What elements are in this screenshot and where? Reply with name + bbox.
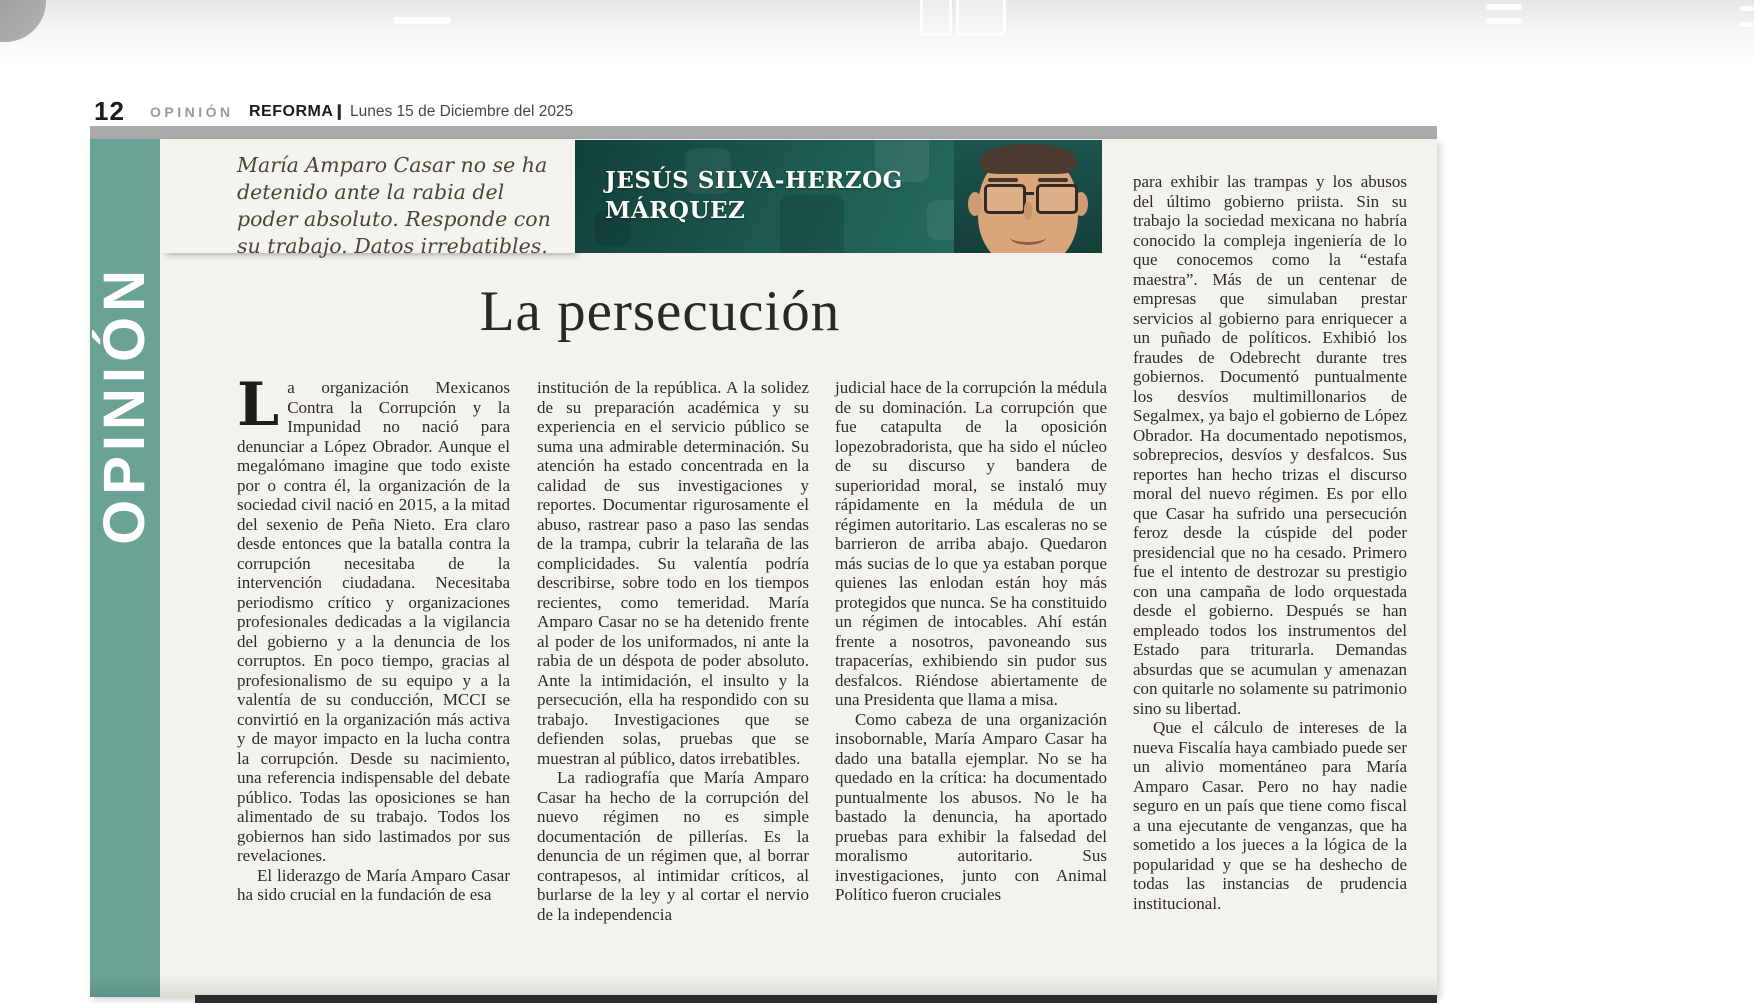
author-nose: [1024, 202, 1032, 220]
viewer-highlight-bar: [393, 17, 451, 24]
opinion-sidebar: [90, 139, 160, 997]
article-paragraph: institución de la república. A la solidez de su preparación académica y su experiencia en el servicio público se suma una admirable determinación. Su atención ha estado concentrada en la calidad de sus investigaciones y reportes. Documentar rigurosamente el abuso, rastrear paso a paso las sendas de la trampa, cubrir la telaraña de las complicidades. Su valentía podría describirse, sobre todo en los tiempos recientes, como temeridad. María Amparo Casar no se ha detenido frente al poder de los uniformados, ni ante la rabia de un déspota de poder absoluto. Ante la intimidación, el insulto y la persecución, ella ha respondido con su trabajo. Investigaciones que se defienden solas, pruebas que se muestran al público, datos irrebatibles.: [537, 378, 809, 768]
article-paragraph: judicial hace de la corrupción la médula de su dominación. La corrupción que fue catapulta de la oposición lopezobradorista, que ha sido el núcleo de su discurso y bandera de superioridad moral, se instaló muy rápidamente en la médula de un régimen autoritario. Las escaleras no se barrieron de arriba abajo. Quedaron más sucias de lo que ya estaban porque quienes las enlodan están hoy más protegidos que nunca. Se ha constituido un régimen de intocables. Ahí están frente a nosotros, pavoneando sus trapacerías, exhibiendo sin pudor sus desfalcos. Riéndose abiertamente de una Presidenta que llama a misa.: [835, 378, 1107, 709]
author-eyebrow: [1038, 178, 1068, 182]
article-paragraph: Como cabeza de una organización insobornable, María Amparo Casar ha dado una batalla ejemplar. No se ha quedado en la crítica: ha documentado puntualmente los abusos. No le ha bastado la denuncia, ha aportado pruebas para exhibir la falsedad del moralismo autoritario. Sus investigaciones, junto con Animal Político fueron cruciales: [835, 709, 1107, 904]
article-paragraph: La radiografía que María Amparo Casar ha hecho de la corrupción del nuevo régimen no es simple documentación de pillerías. Es la denuncia de un régimen que, al borrar contrapesos, al intimidar críticos, al burlarse de la ley y al cortar el nervio de la independencia: [537, 768, 809, 924]
author-name-line1: JESÚS SILVA-HERZOG: [605, 167, 903, 194]
header-separator-icon: ❙: [333, 103, 346, 120]
viewer-highlight-bar: [1486, 4, 1522, 10]
teaser-text: María Amparo Casar no se ha detenido ante la rabia del poder absoluto. Responde con su trabajo. Datos irrebatibles.: [237, 153, 551, 258]
author-eyebrow: [988, 178, 1018, 182]
page-thumbnail-icon[interactable]: [920, 0, 952, 36]
drop-cap: L: [237, 370, 280, 440]
opinion-vertical-label: OPINIÓN: [92, 265, 157, 545]
author-name: [605, 166, 903, 226]
article-paragraph: Que el cálculo de intereses de la nueva Fiscalía haya cambiado puede ser un alivio momentáneo para María Amparo Casar. Pero no hay nadie seguro en un país que tiene como fiscal a una ejecutante de venganzas, que ha sometido a los jueces a la lógica de la popularidad y que se ha deshecho de todas las instancias de prudencia institucional.: [1133, 718, 1407, 913]
viewer-bottom-strip: [195, 995, 1437, 1003]
article-column-2: [537, 378, 809, 924]
author-smile: [1010, 230, 1046, 245]
author-photo: [954, 140, 1102, 253]
newspaper-page: [90, 139, 1437, 997]
teaser-card: [160, 140, 575, 258]
glasses-bridge: [1024, 192, 1034, 195]
glasses-icon: [984, 184, 1026, 214]
paragraph-text: a organización Mexicanos Contra la Corrupción y la Impunidad no nació para denunciar a López Obrador. Aunque el megalómano imagine que todo existe por o contra él, la organización de la sociedad civil nació en 2015, a la mitad del sexenio de Peña Nieto. Era claro desde entonces que la batalla contra la corrupción necesitaba de la intervención ciudadana. Necesitaba periodismo crítico y organizaciones profesionales dedicadas a la vigilancia del gobierno y a la denuncia de los corruptos. En poco tiempo, gracias al profesionalismo de su equipo y a la valentía de su conducción, MCCI se convirtió en la organización más activa y de mayor impacto en la lucha contra la corrupción. Desde su nacimiento, una referencia indispensable del debate público. Todas las oposiciones se han alimentado de su trabajo. Todos los gobiernos han sido lastimados por sus revelaciones.: [237, 378, 510, 865]
article-paragraph: para exhibir las trampas y los abusos del último gobierno priista. Sin su trabajo la sociedad mexicana no habría conocido la compleja ingeniería de lo que conocemos como la “estafa maestra”. Más de un centenar de empresas que simulaban prestar servicios al gobierno para enriquecer a un puñado de políticos. Exhibió los fraudes de Odebrecht durante tres gobiernos. Documentó puntualmente los desvíos multimillonarios de Segalmex, ya bajo el gobierno de López Obrador. Ha documentado nepotismos, sobreprecios, desvíos y desfalcos. Sus reportes han hecho trizas el discurso moral del nuevo régimen. Es por ello que Casar ha sufrido una persecución feroz desde la cúspide del poder presidencial que no ha cesado. Primero fue el intento de destrozar su prestigio con una campaña de lodo orquestada desde el gobierno. Después se han empleado todos los instrumentos del Estado para triturarla. Demandas absurdas que se acumulan y amenazan con quitarle no solamente su patrimonio sino su libertad.: [1133, 172, 1407, 718]
section-label: OPINIÓN: [150, 104, 234, 120]
viewer-highlight-bar: [1740, 22, 1754, 27]
article-column-4: [1133, 172, 1407, 913]
author-name-line2: MÁRQUEZ: [605, 197, 746, 224]
page-number: 12: [94, 96, 125, 126]
viewer-highlight-bar: [1740, 6, 1754, 11]
date-label: Lunes 15 de Diciembre del 2025: [350, 103, 574, 120]
author-hair: [980, 144, 1076, 174]
page-thumbnail-icon[interactable]: [956, 0, 1006, 36]
article-paragraph: El liderazgo de María Amparo Casar ha sido crucial en la fundación de esa: [237, 865, 510, 904]
article-title: La persecución: [479, 280, 841, 343]
author-ear: [968, 192, 982, 216]
brand-label: REFORMA: [249, 103, 334, 120]
article-paragraph: [237, 370, 510, 866]
page-bottom-shadow: [90, 975, 1437, 997]
author-banner: [575, 140, 1102, 253]
article-column-3: [835, 378, 1107, 905]
glasses-icon: [1036, 184, 1078, 214]
viewer-highlight-bar: [1486, 18, 1522, 24]
article-column-1: [237, 370, 510, 905]
header-rule: [90, 126, 1437, 139]
